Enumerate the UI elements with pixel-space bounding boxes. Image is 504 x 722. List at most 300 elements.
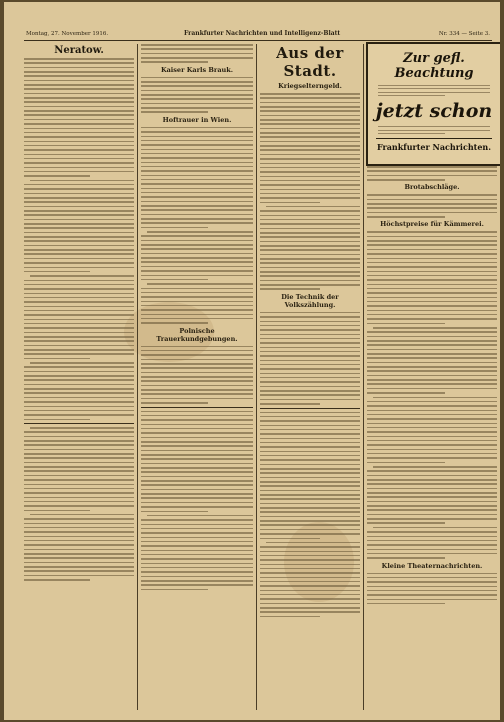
text-line xyxy=(141,144,253,146)
text-line xyxy=(260,334,360,336)
text-line xyxy=(367,488,497,490)
text-line xyxy=(367,179,445,181)
text-line xyxy=(367,599,497,601)
text-line xyxy=(141,240,253,242)
text-line xyxy=(367,573,497,575)
text-line xyxy=(367,292,497,294)
text-line xyxy=(24,484,134,486)
text-line xyxy=(367,388,497,390)
text-line xyxy=(367,522,445,524)
article-paragraph xyxy=(24,58,134,177)
text-line xyxy=(367,353,497,355)
article-paragraph xyxy=(141,411,253,512)
text-line xyxy=(367,440,497,442)
text-line xyxy=(260,477,360,479)
text-line xyxy=(24,544,134,546)
text-line xyxy=(367,514,497,516)
text-line xyxy=(260,141,360,143)
text-line xyxy=(24,288,134,290)
text-line xyxy=(141,506,253,508)
article-paragraph xyxy=(141,515,253,590)
text-line xyxy=(24,71,134,73)
text-line xyxy=(24,128,134,130)
text-line xyxy=(24,327,134,329)
text-line xyxy=(260,386,360,388)
text-line xyxy=(260,167,360,169)
text-line xyxy=(373,397,497,399)
text-line xyxy=(24,262,134,264)
text-line xyxy=(141,458,253,460)
text-line xyxy=(260,254,360,256)
text-line xyxy=(141,571,253,573)
column-1 xyxy=(24,44,134,710)
text-line xyxy=(260,280,360,282)
article-paragraph xyxy=(24,180,134,273)
text-line xyxy=(141,528,253,530)
text-line xyxy=(24,410,134,412)
text-line xyxy=(260,119,360,121)
text-line xyxy=(260,498,360,500)
article-subheading: Kriegselterngeld. xyxy=(278,82,342,90)
text-line xyxy=(24,293,134,295)
text-line xyxy=(24,444,134,446)
text-line xyxy=(260,102,360,104)
text-line xyxy=(141,350,253,352)
text-line xyxy=(367,496,497,498)
text-line xyxy=(260,520,360,522)
text-line xyxy=(24,470,134,472)
text-line xyxy=(367,540,497,542)
text-line xyxy=(141,107,253,109)
article-paragraph xyxy=(260,412,360,539)
text-line xyxy=(367,216,445,218)
text-line xyxy=(260,503,360,505)
text-line xyxy=(260,215,360,217)
text-line xyxy=(367,418,497,420)
text-line xyxy=(24,119,134,121)
text-line xyxy=(141,367,253,369)
text-line xyxy=(141,402,208,404)
text-line xyxy=(378,133,445,134)
text-line xyxy=(260,136,360,138)
text-line xyxy=(260,284,360,286)
text-line xyxy=(24,184,134,186)
text-line xyxy=(141,393,253,395)
text-line xyxy=(141,179,253,181)
text-line xyxy=(24,371,134,373)
text-line xyxy=(260,616,320,618)
text-line xyxy=(141,489,253,491)
text-line xyxy=(260,368,360,370)
text-line xyxy=(260,110,360,112)
text-line xyxy=(260,158,360,160)
text-line xyxy=(141,227,208,229)
text-line xyxy=(24,158,134,160)
text-line xyxy=(141,532,253,534)
text-line xyxy=(24,375,134,377)
text-line xyxy=(260,459,360,461)
text-line xyxy=(24,175,90,177)
text-line xyxy=(367,509,497,511)
text-line xyxy=(24,575,134,577)
text-line xyxy=(260,355,360,357)
text-line xyxy=(260,351,360,353)
text-line xyxy=(24,84,134,86)
text-line xyxy=(141,314,253,316)
article-subheading: Kleine Theaternachrichten. xyxy=(381,561,483,570)
article-subheading: Kaiser Karls Brauk. xyxy=(160,65,234,74)
article-paragraph xyxy=(141,127,253,228)
article-title: Aus der Stadt. xyxy=(276,44,344,80)
text-line xyxy=(24,419,90,421)
advertisement-box xyxy=(366,42,500,166)
text-line xyxy=(141,450,253,452)
text-line xyxy=(260,154,360,156)
text-line xyxy=(367,344,497,346)
text-line xyxy=(260,585,360,587)
text-line xyxy=(260,93,360,95)
text-line xyxy=(24,388,134,390)
text-line xyxy=(141,497,253,499)
text-line xyxy=(141,61,208,63)
text-line xyxy=(367,266,497,268)
text-line xyxy=(24,284,134,286)
text-line xyxy=(141,589,208,591)
text-line xyxy=(141,279,208,281)
article-paragraph xyxy=(367,231,497,324)
text-line xyxy=(367,590,497,592)
text-line xyxy=(373,466,497,468)
text-line xyxy=(141,309,253,311)
text-line xyxy=(24,345,134,347)
text-line xyxy=(260,364,360,366)
text-line xyxy=(24,358,90,360)
text-line xyxy=(367,331,497,333)
text-line xyxy=(260,555,360,557)
text-line xyxy=(260,446,360,448)
text-line xyxy=(367,375,497,377)
text-line xyxy=(260,347,360,349)
text-line xyxy=(260,490,360,492)
text-line xyxy=(24,136,134,138)
text-line xyxy=(260,564,360,566)
text-line xyxy=(141,127,253,129)
column-2 xyxy=(141,44,253,710)
text-line xyxy=(24,457,134,459)
text-line xyxy=(24,236,134,238)
text-line xyxy=(367,603,445,605)
text-line xyxy=(260,572,360,574)
text-line xyxy=(367,340,497,342)
text-line xyxy=(260,611,360,613)
text-line xyxy=(24,406,134,408)
text-line xyxy=(24,531,134,533)
text-line xyxy=(260,442,360,444)
text-line xyxy=(367,310,497,312)
text-line xyxy=(24,518,134,520)
text-line xyxy=(141,419,253,421)
text-line xyxy=(266,206,360,208)
text-line xyxy=(24,145,134,147)
text-line xyxy=(141,411,253,413)
text-line xyxy=(260,559,360,561)
text-line xyxy=(367,549,497,551)
text-line xyxy=(24,566,134,568)
text-line xyxy=(367,314,497,316)
text-line xyxy=(367,175,497,177)
text-line xyxy=(260,132,360,134)
text-line xyxy=(24,527,134,529)
text-line xyxy=(141,363,253,365)
text-line xyxy=(24,206,134,208)
text-line xyxy=(260,529,360,531)
text-line xyxy=(378,130,490,131)
text-line xyxy=(141,253,253,255)
article-paragraph xyxy=(24,275,134,359)
text-line xyxy=(367,501,497,503)
text-line xyxy=(141,103,253,105)
text-line xyxy=(141,476,253,478)
text-line xyxy=(367,207,497,209)
text-line xyxy=(378,95,445,96)
text-line xyxy=(24,301,134,303)
text-line xyxy=(24,306,134,308)
text-line xyxy=(367,475,497,477)
text-line xyxy=(260,115,360,117)
text-line xyxy=(367,470,497,472)
text-line xyxy=(141,48,253,50)
article-paragraph xyxy=(141,44,253,63)
article-paragraph xyxy=(141,231,253,280)
text-line xyxy=(24,384,134,386)
text-line xyxy=(141,415,253,417)
text-line xyxy=(367,249,497,251)
text-line xyxy=(24,167,134,169)
text-line xyxy=(24,501,134,503)
text-line xyxy=(260,338,360,340)
text-line xyxy=(24,536,134,538)
article-paragraph xyxy=(141,283,253,324)
text-line xyxy=(141,131,253,133)
text-line xyxy=(141,511,208,513)
text-line xyxy=(141,318,253,320)
text-line xyxy=(24,319,134,321)
text-line xyxy=(367,410,497,412)
text-line xyxy=(24,219,134,221)
text-line xyxy=(141,580,253,582)
text-line xyxy=(373,327,497,329)
text-line xyxy=(141,385,253,387)
text-line xyxy=(24,479,134,481)
text-line xyxy=(141,257,253,259)
text-line xyxy=(367,203,497,205)
text-line xyxy=(141,567,253,569)
article-title: Neratow. xyxy=(54,45,104,56)
text-line xyxy=(367,279,497,281)
text-line xyxy=(24,223,134,225)
text-line xyxy=(24,110,134,112)
text-line xyxy=(260,106,360,108)
text-line xyxy=(141,136,253,138)
text-line xyxy=(260,403,320,405)
article-paragraph xyxy=(367,327,497,394)
text-line xyxy=(141,424,253,426)
text-line xyxy=(260,494,360,496)
text-line xyxy=(24,197,134,199)
article-subheading: Die Technik der Volkszählung. xyxy=(281,292,339,309)
text-line xyxy=(24,497,134,499)
text-line xyxy=(141,454,253,456)
ad-paragraph xyxy=(378,85,490,96)
text-line xyxy=(24,101,134,103)
text-line xyxy=(141,305,253,307)
text-line xyxy=(141,354,253,356)
text-line xyxy=(260,123,360,125)
text-line xyxy=(367,479,497,481)
text-line xyxy=(24,401,134,403)
text-line xyxy=(367,405,497,407)
text-line xyxy=(141,166,253,168)
text-line xyxy=(367,236,497,238)
article-paragraph xyxy=(24,514,134,581)
text-line xyxy=(367,492,497,494)
text-line xyxy=(24,88,134,90)
text-line xyxy=(24,332,134,334)
text-line xyxy=(260,381,360,383)
text-line xyxy=(367,423,497,425)
ad-paragraph xyxy=(378,126,490,134)
text-line xyxy=(141,149,253,151)
text-line xyxy=(367,366,497,368)
text-line xyxy=(367,297,497,299)
text-line xyxy=(260,249,360,251)
text-line xyxy=(141,244,253,246)
text-line xyxy=(260,360,360,362)
text-line xyxy=(260,197,360,199)
text-line xyxy=(24,123,134,125)
text-line xyxy=(260,598,360,600)
text-line xyxy=(260,516,360,518)
text-line xyxy=(367,577,497,579)
text-line xyxy=(260,228,360,230)
text-line xyxy=(260,342,360,344)
text-line xyxy=(367,305,497,307)
text-line xyxy=(260,241,360,243)
text-line xyxy=(24,280,134,282)
text-line xyxy=(24,510,90,512)
text-line xyxy=(141,266,253,268)
text-line xyxy=(367,288,497,290)
text-line xyxy=(260,451,360,453)
text-line xyxy=(367,414,497,416)
article-paragraph xyxy=(141,346,253,404)
text-line xyxy=(24,336,134,338)
text-line xyxy=(367,531,497,533)
text-line xyxy=(24,267,134,269)
text-line xyxy=(260,416,360,418)
text-line xyxy=(260,145,360,147)
text-line xyxy=(260,232,360,234)
text-line xyxy=(24,210,134,212)
text-line xyxy=(367,240,497,242)
text-line xyxy=(24,392,134,394)
text-line xyxy=(141,85,253,87)
text-line xyxy=(367,370,497,372)
text-line xyxy=(260,533,360,535)
text-line xyxy=(367,318,497,320)
header-page-number: Nr. 334 — Seite 3. xyxy=(438,31,490,37)
text-line xyxy=(367,253,497,255)
text-line xyxy=(141,170,253,172)
text-line xyxy=(141,301,253,303)
text-line xyxy=(141,183,253,185)
text-line xyxy=(260,176,360,178)
text-line xyxy=(260,538,320,540)
text-line xyxy=(141,463,253,465)
text-line xyxy=(24,523,134,525)
text-line xyxy=(260,171,360,173)
text-line xyxy=(367,483,497,485)
text-line xyxy=(141,519,253,521)
text-line xyxy=(24,462,134,464)
text-line xyxy=(260,399,360,401)
text-line xyxy=(141,432,253,434)
text-line xyxy=(367,383,497,385)
article-paragraph xyxy=(260,93,360,203)
text-line xyxy=(141,380,253,382)
text-line xyxy=(24,162,134,164)
text-line xyxy=(260,438,360,440)
article-paragraph xyxy=(367,194,497,217)
text-line xyxy=(141,53,253,55)
text-line xyxy=(367,262,497,264)
text-line xyxy=(141,153,253,155)
text-line xyxy=(141,563,253,565)
header-date: Montag, 27. November 1916. xyxy=(26,31,109,37)
text-line xyxy=(367,258,497,260)
text-line xyxy=(260,577,360,579)
article-paragraph xyxy=(260,542,360,617)
text-line xyxy=(367,436,497,438)
text-line xyxy=(260,316,360,318)
text-line xyxy=(260,455,360,457)
text-line xyxy=(260,507,360,509)
text-line xyxy=(260,394,360,396)
text-line xyxy=(260,321,360,323)
text-line xyxy=(260,546,360,548)
text-line xyxy=(260,420,360,422)
article-subheading: Polnische Trauerkundgebungen. xyxy=(156,326,238,343)
text-line xyxy=(24,562,134,564)
text-line xyxy=(141,270,253,272)
text-line xyxy=(367,170,497,172)
text-line xyxy=(24,366,134,368)
ad-footer: Frankfurter Nachrichten. xyxy=(376,141,492,152)
text-line xyxy=(141,90,253,92)
text-line xyxy=(367,349,497,351)
text-line xyxy=(367,199,497,201)
text-line xyxy=(141,288,253,290)
text-line xyxy=(141,537,253,539)
text-line xyxy=(24,379,134,381)
text-line xyxy=(260,390,360,392)
text-line xyxy=(24,579,90,581)
ad-body-text xyxy=(378,85,490,96)
text-line xyxy=(260,468,360,470)
text-line xyxy=(367,444,497,446)
text-line xyxy=(260,481,360,483)
article-paragraph xyxy=(367,397,497,464)
